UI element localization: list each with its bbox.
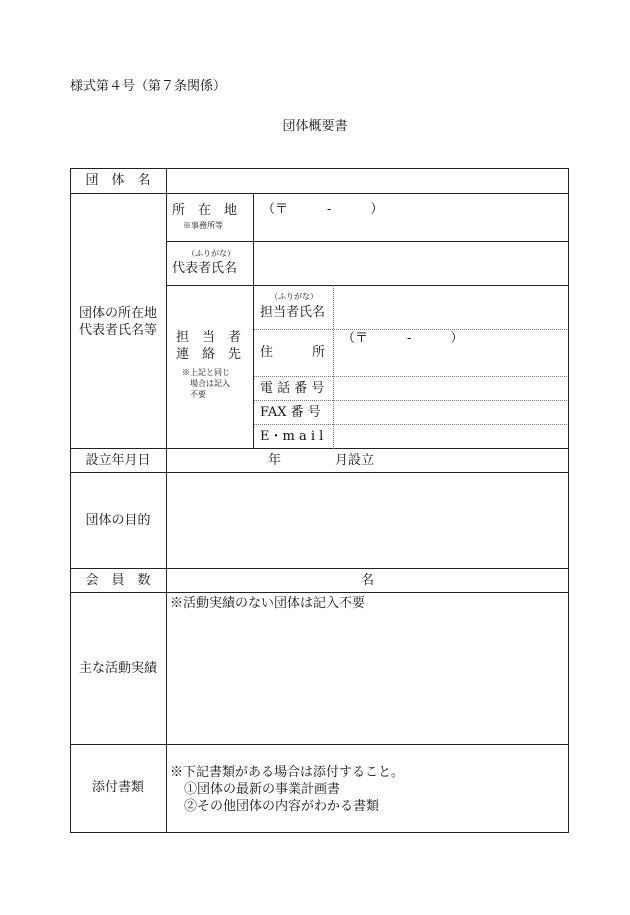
phone-label: 電 話 番 号 <box>260 381 325 396</box>
form-number: 様式第４号（第７条関係） <box>70 79 227 94</box>
rep-name-field[interactable] <box>254 242 568 285</box>
rep-name-label: 代表者氏名 <box>172 261 238 276</box>
location-label: 所 在 地 <box>172 203 238 218</box>
row-line <box>70 592 569 593</box>
contact-note: ※上記と同じ 場合は記入 不要 <box>182 368 230 399</box>
table-border-right <box>568 168 569 833</box>
phone-field[interactable] <box>334 377 568 400</box>
attachments-label: 添付書類 <box>91 780 144 795</box>
rep-furigana-label: （ふりがな） <box>187 249 235 258</box>
contact-furigana-label: （ふりがな） <box>270 292 318 301</box>
attachments-note: ※下記書類がある場合は添付すること。 <box>170 765 405 780</box>
purpose-label: 団体の目的 <box>85 513 151 528</box>
table-border-bottom <box>70 832 569 833</box>
group-name-field[interactable] <box>167 169 568 193</box>
activities-note: ※活動実績のない団体は記入不要 <box>170 596 366 611</box>
established-label: 設立年月日 <box>85 453 151 468</box>
address-postal[interactable]: （〒 - ） <box>342 331 464 346</box>
location-note: ※事務所等 <box>183 221 223 230</box>
row-line <box>70 193 569 194</box>
established-year-unit: 年 <box>268 453 282 468</box>
activities-label: 主な活動実績 <box>78 661 157 676</box>
column-line <box>253 193 254 449</box>
activities-field[interactable] <box>167 612 568 743</box>
location-postal[interactable]: （〒 - ） <box>262 202 384 217</box>
dotted-line <box>253 329 569 330</box>
fax-label: FAX 番 号 <box>260 405 321 420</box>
email-label: E・m a i l <box>260 429 324 444</box>
contact-name-field[interactable] <box>334 286 568 329</box>
row-line <box>70 568 569 569</box>
location-block-label: 団体の所在地 代表者氏名等 <box>78 306 157 338</box>
address-label: 住 所 <box>260 345 326 360</box>
email-field[interactable] <box>334 425 568 448</box>
row-line <box>70 744 569 745</box>
attachments-item-2: ②その他団体の内容がわかる書類 <box>184 799 380 814</box>
attachments-item-1: ①団体の最新の事業計画書 <box>184 782 341 797</box>
members-label: 会 員 数 <box>85 573 151 588</box>
contact-name-label: 担当者氏名 <box>260 305 326 320</box>
document-title: 団体概要書 <box>282 119 348 134</box>
members-unit: 名 <box>361 573 375 588</box>
established-month-unit: 月設立 <box>335 453 375 468</box>
table-border-left <box>70 168 71 833</box>
group-name-label: 団 体 名 <box>85 173 151 188</box>
contact-label-line1: 担 当 者 <box>176 330 242 345</box>
row-line <box>70 448 569 449</box>
contact-label-line2: 連 絡 先 <box>176 347 242 362</box>
fax-field[interactable] <box>334 401 568 424</box>
purpose-field[interactable] <box>167 473 568 568</box>
